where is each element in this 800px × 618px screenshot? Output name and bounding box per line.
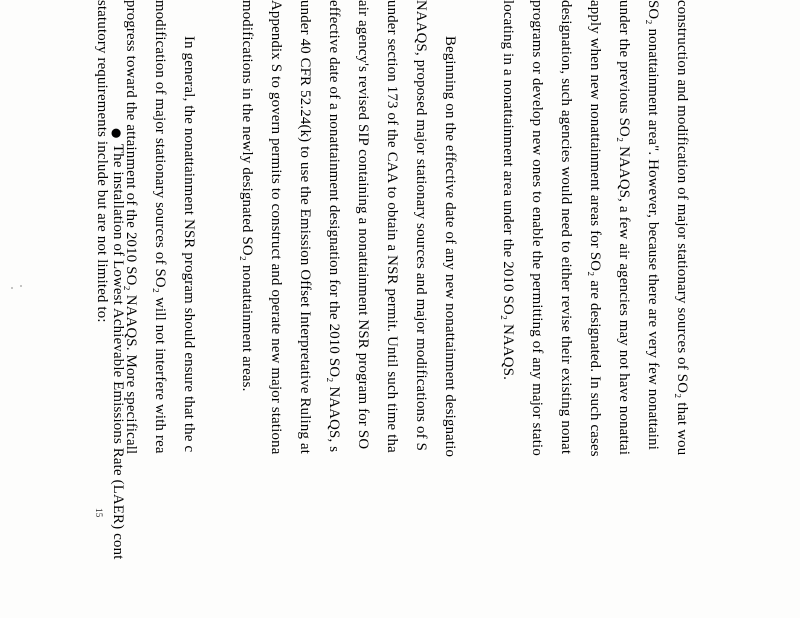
scan-speck: [11, 287, 13, 289]
text-line-5: designation, such agencies would need to either revise their existing nonat: [558, 0, 574, 455]
text-line-10: under section 173 of the CAA to obtain a NSR permit. Until such time tha: [384, 0, 400, 453]
text-line-13: under 40 CFR 52.24(k) to use the Emission Offset Interpretative Ruling at: [297, 0, 313, 455]
text-line-11: air agency's revised SIP containing a nonattainment NSR program for SO: [355, 0, 371, 450]
text-line-8: Beginning on the effective date of any new nonattainment designatio: [442, 36, 458, 458]
rotated-bullet-block: [0, 0, 128, 618]
text-line-19: statutory requirements include but are not limited to:: [94, 0, 110, 323]
bullet-icon: ●: [110, 128, 124, 139]
text-line-15: modifications in the newly designated SO₂ nonattainment areas.: [239, 0, 255, 392]
text-line-16: In general, the nonattainment NSR program should ensure that the c: [181, 36, 197, 453]
text-line-17: modification of major stationary sources of SO₂ will not interfere with rea: [152, 0, 168, 454]
text-line-14: Appendix S to govern permits to construct and operate new major stationa: [268, 0, 284, 455]
text-line-4: apply when new nonattainment areas for SO₂ are designated. In such cases: [587, 0, 603, 457]
scan-speck: [20, 285, 22, 287]
footnote-marker: 15: [94, 508, 104, 518]
bullet-item-line: The installation of Lowest Achievable Emissions Rate (LAER) cont: [110, 144, 126, 560]
text-line-3: under the previous SO₂ NAAQS, a few air agencies may not have nonattai: [616, 0, 632, 456]
text-line-1: construction and modification of major stationary sources of SO₂ that wou: [674, 0, 690, 456]
text-line-12: effective date of a nonattainment designation for the 2010 SO₂ NAAQS, s: [326, 0, 342, 453]
text-line-9: NAAQS, proposed major stationary sources and major modifications of S: [413, 0, 429, 452]
text-line-18: progress toward the attainment of the 2010 SO₂ NAAQS. More specificall: [123, 0, 139, 455]
text-line-2: SO₂ nonattainment area". However, because there are very few nonattaini: [645, 0, 661, 451]
text-line-7: locating in a nonattainment area under the 2010 SO₂ NAAQS.: [500, 0, 516, 381]
text-line-6: programs or develop new ones to enable the permitting of any major statio: [529, 0, 545, 456]
